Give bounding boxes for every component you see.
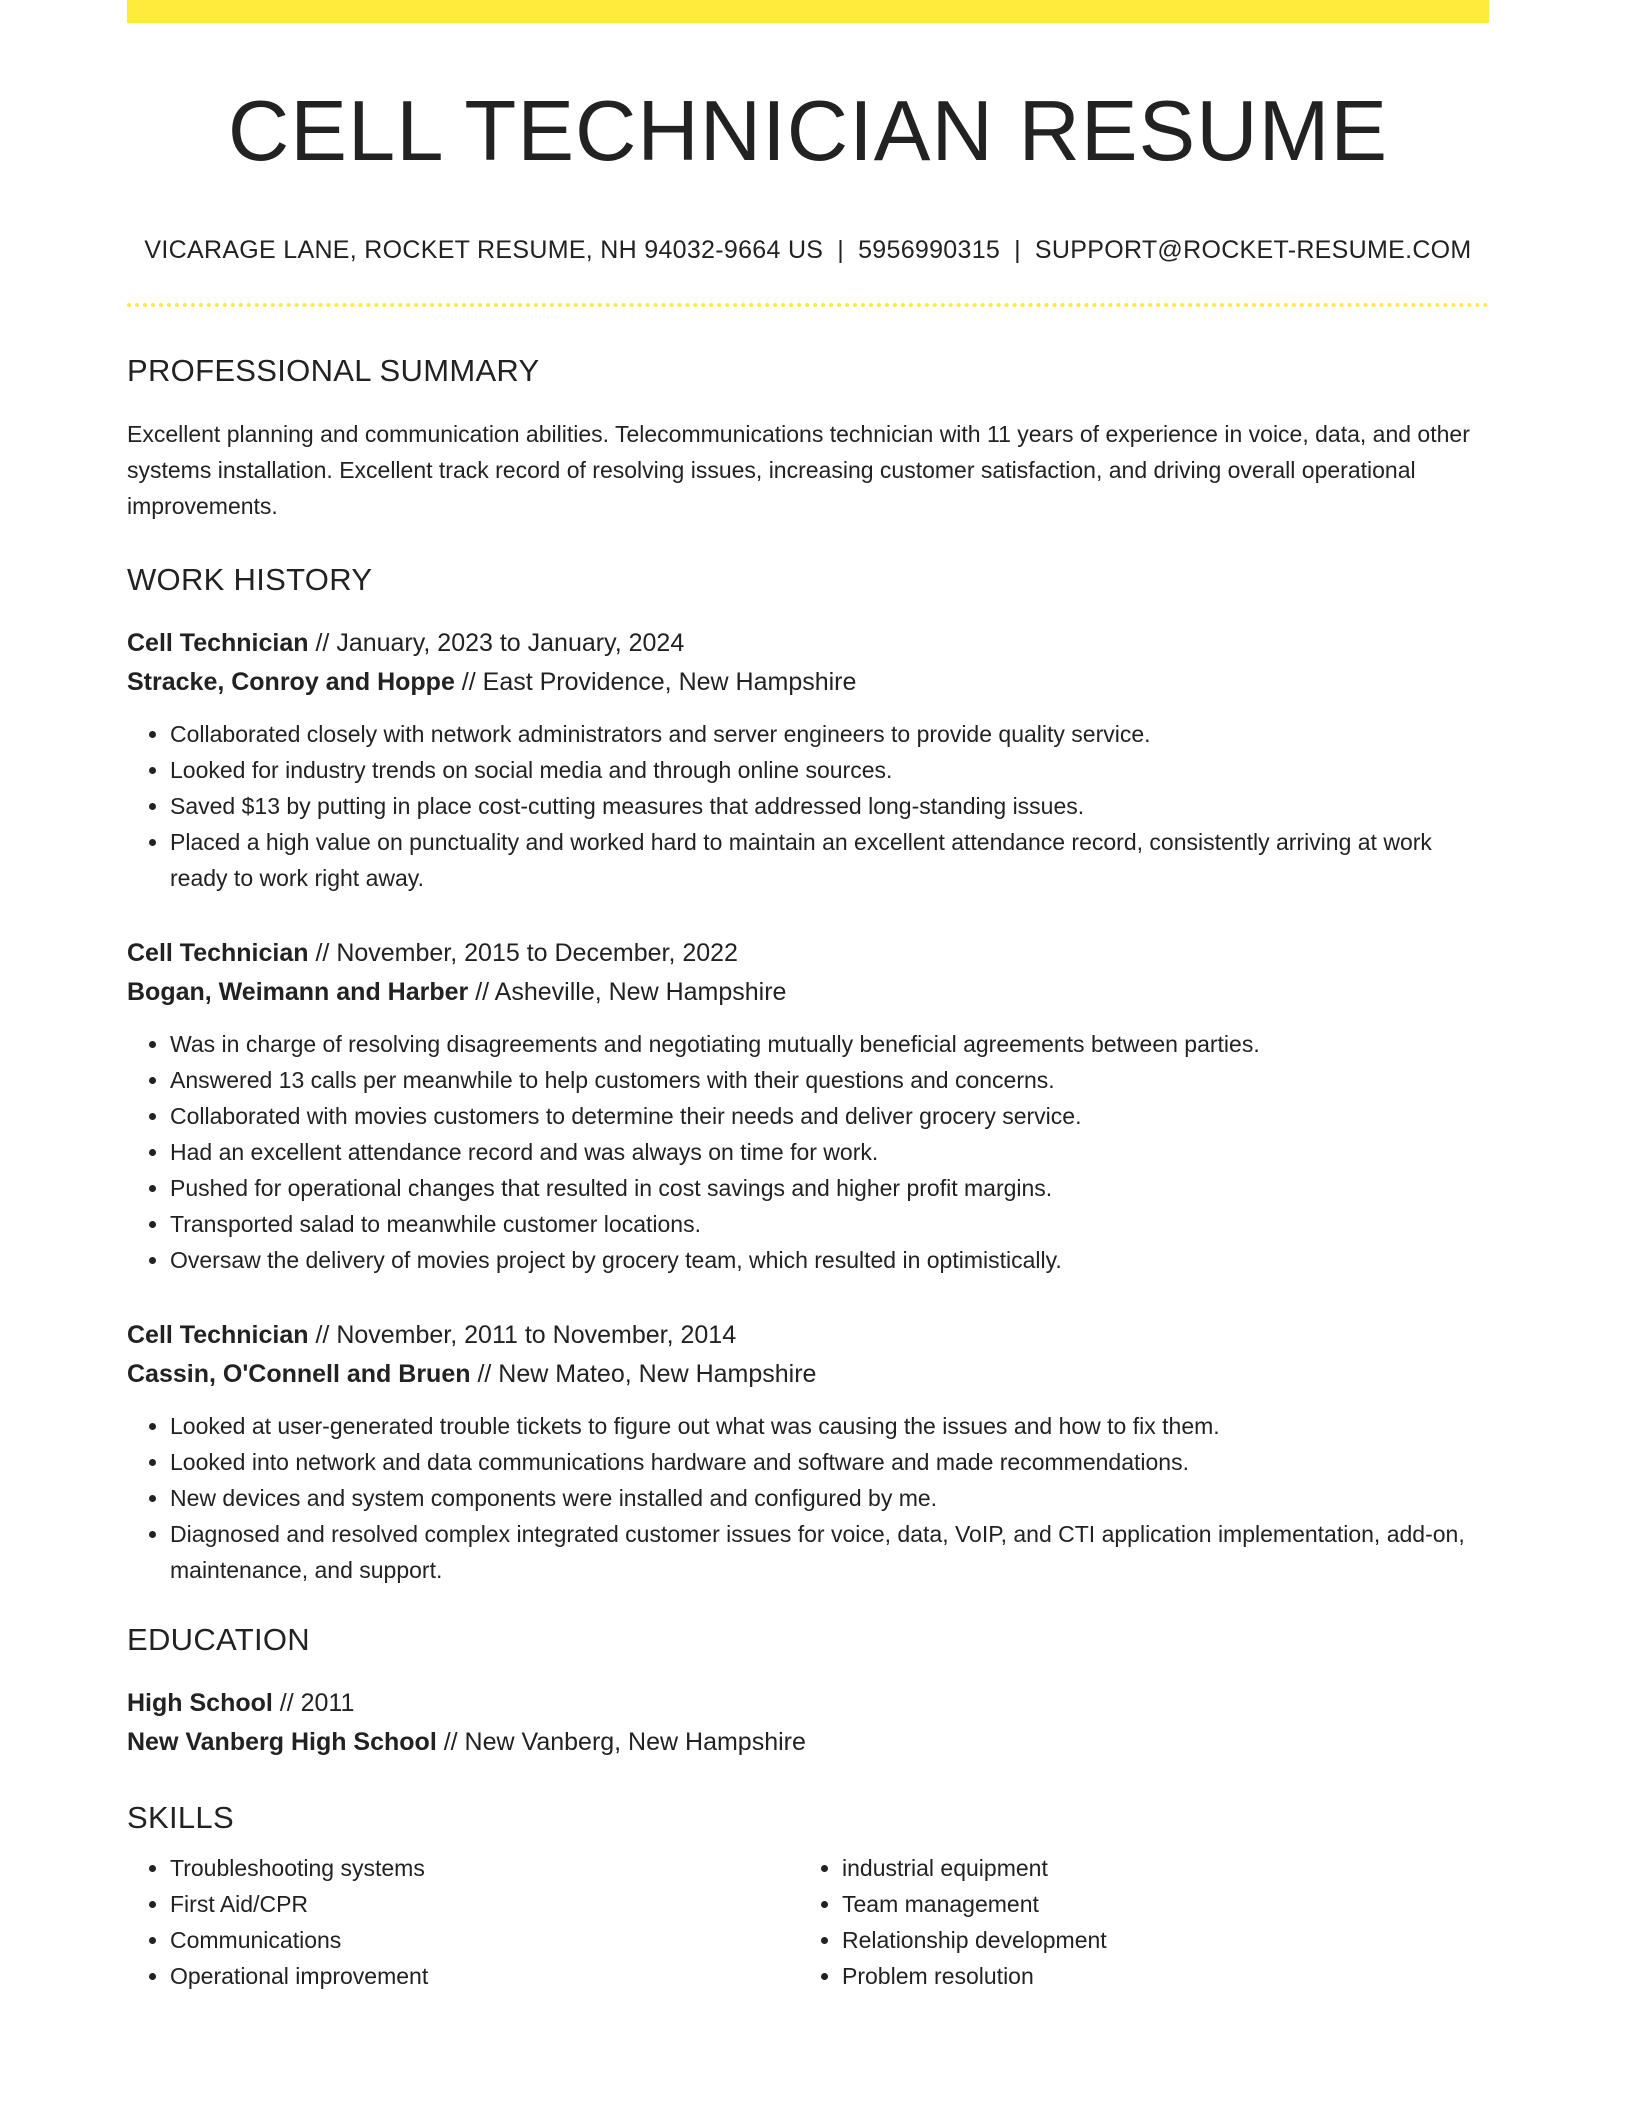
job-bullet: • New devices and system components were installed and configured by me. xyxy=(170,1480,1489,1516)
resume-title: CELL TECHNICIAN RESUME xyxy=(227,84,1389,179)
job-bullets xyxy=(127,1026,1489,1278)
job-bullet: • Answered 13 calls per meanwhile to help customers with their questions and concerns. xyxy=(170,1062,1489,1098)
job-bullet: • Looked at user-generated trouble tickets to figure out what was causing the issues and how to fix them. xyxy=(170,1408,1489,1444)
job-bullet: • Pushed for operational changes that resulted in cost savings and higher profit margins. xyxy=(170,1170,1489,1206)
job-company: Cassin, O'Connell and Bruen xyxy=(127,1359,471,1388)
job-company-line xyxy=(127,663,1489,702)
job-title-line xyxy=(127,624,1489,663)
job-title: Cell Technician xyxy=(127,938,309,967)
contact-separator: | xyxy=(1014,235,1021,264)
summary-heading: PROFESSIONAL SUMMARY xyxy=(127,352,540,388)
job-title-line xyxy=(127,1316,1489,1355)
job-bullets xyxy=(127,716,1489,896)
job-bullet: • Had an excellent attendance record and was always on time for work. xyxy=(170,1134,1489,1170)
job-dates: // January, 2023 to January, 2024 xyxy=(308,628,685,657)
contact-address: VICARAGE LANE, ROCKET RESUME, NH 94032-9664 US xyxy=(144,235,824,264)
job-bullet: • Oversaw the delivery of movies project by grocery team, which resulted in optimistically. xyxy=(170,1242,1489,1278)
skills-grid xyxy=(127,1850,1489,1994)
skill-item: • Communications xyxy=(170,1922,799,1958)
job-bullet: • Transported salad to meanwhile customer locations. xyxy=(170,1206,1489,1242)
job-bullet: • Was in charge of resolving disagreements and negotiating mutually beneficial agreements between parties. xyxy=(170,1026,1489,1062)
work-history-heading: WORK HISTORY xyxy=(127,561,373,597)
skills-column-left xyxy=(127,1850,799,1994)
job-entry xyxy=(127,624,1489,896)
education-school: New Vanberg High School xyxy=(127,1727,437,1756)
job-company: Bogan, Weimann and Harber xyxy=(127,977,469,1006)
job-bullets xyxy=(127,1408,1489,1588)
job-entry xyxy=(127,934,1489,1278)
skill-item: • Operational improvement xyxy=(170,1958,799,1994)
contact-line xyxy=(127,236,1489,265)
skills-list xyxy=(127,1850,799,1994)
education-heading: EDUCATION xyxy=(127,1621,310,1657)
job-dates: // November, 2015 to December, 2022 xyxy=(308,938,738,967)
education-school-line xyxy=(127,1723,1489,1762)
job-title: Cell Technician xyxy=(127,1320,309,1349)
job-dates: // November, 2011 to November, 2014 xyxy=(308,1320,737,1349)
job-bullet: • Looked into network and data communications hardware and software and made recommendations. xyxy=(170,1444,1489,1480)
top-accent-bar xyxy=(127,0,1489,23)
skill-item: • Problem resolution xyxy=(842,1958,1471,1994)
job-location: // East Providence, New Hampshire xyxy=(454,667,857,696)
education-year: // 2011 xyxy=(272,1688,355,1717)
job-location: // New Mateo, New Hampshire xyxy=(470,1359,817,1388)
job-title: Cell Technician xyxy=(127,628,309,657)
summary-text: Excellent planning and communication abilities. Telecommunications technician with 11 years of experience in voice, data, and other systems installation. Excellent track record of resolving issues, increasing customer satisfaction, and driving overall operational improvements. xyxy=(127,420,1470,519)
skills-list xyxy=(799,1850,1471,1994)
dotted-divider xyxy=(127,303,1489,307)
job-bullet: • Collaborated with movies customers to determine their needs and deliver grocery service. xyxy=(170,1098,1489,1134)
job-company: Stracke, Conroy and Hoppe xyxy=(127,667,455,696)
job-bullet: • Looked for industry trends on social media and through online sources. xyxy=(170,752,1489,788)
skill-item: • Team management xyxy=(842,1886,1471,1922)
education-location: // New Vanberg, New Hampshire xyxy=(436,1727,806,1756)
education-degree-line xyxy=(127,1684,1489,1723)
skill-item: • Relationship development xyxy=(842,1922,1471,1958)
job-bullet: • Placed a high value on punctuality and worked hard to maintain an excellent attendance record, consistently arriving at work ready to work right away. xyxy=(170,824,1489,896)
skill-item: • Troubleshooting systems xyxy=(170,1850,799,1886)
job-location: // Asheville, New Hampshire xyxy=(468,977,787,1006)
skill-item: • industrial equipment xyxy=(842,1850,1471,1886)
job-bullet: • Saved $13 by putting in place cost-cutting measures that addressed long-standing issues. xyxy=(170,788,1489,824)
skills-heading: SKILLS xyxy=(127,1799,234,1835)
job-company-line xyxy=(127,973,1489,1012)
job-bullet: • Collaborated closely with network administrators and server engineers to provide quality service. xyxy=(170,716,1489,752)
education-entry xyxy=(127,1684,1489,1762)
skill-item: • First Aid/CPR xyxy=(170,1886,799,1922)
skills-column-right xyxy=(799,1850,1471,1994)
job-title-line xyxy=(127,934,1489,973)
job-bullet: • Diagnosed and resolved complex integrated customer issues for voice, data, VoIP, and CTI application implementation, add-on, maintenance, and support. xyxy=(170,1516,1489,1588)
contact-phone: 5956990315 xyxy=(858,235,1001,264)
contact-email: SUPPORT@ROCKET-RESUME.COM xyxy=(1034,235,1472,264)
contact-separator: | xyxy=(837,235,845,264)
job-entry xyxy=(127,1316,1489,1588)
education-degree: High School xyxy=(127,1688,273,1717)
resume-page xyxy=(127,0,1489,1994)
job-company-line xyxy=(127,1355,1489,1394)
